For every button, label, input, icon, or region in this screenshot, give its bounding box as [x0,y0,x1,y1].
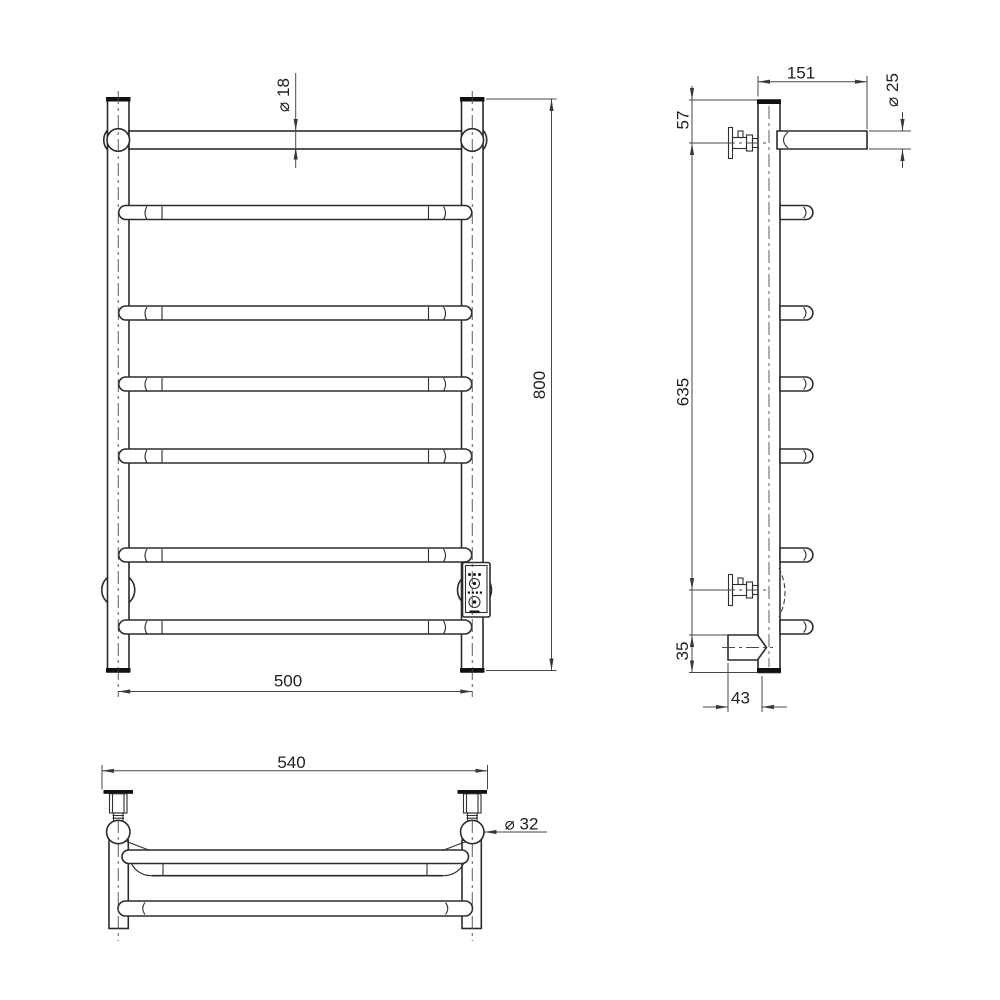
dim-label-upright-diameter: ⌀ 32 [504,814,539,834]
wall-bracket-circles [102,126,492,608]
dim-overall-width [102,753,488,790]
indicator-dot [473,573,476,576]
controller-panel [463,563,491,618]
dim-upright-diameter [485,815,548,835]
rail-1 [119,206,472,220]
side-top-rail [777,131,867,149]
dim-rail-diameter [274,73,298,168]
led-mark [472,592,474,594]
top-rail-plan [118,901,473,916]
rail-bundle-far [132,864,464,876]
dim-overall-height [486,99,557,671]
dim-top-rail-diameter [869,73,911,168]
indicator-dot [478,573,481,576]
side-view [673,64,911,713]
dim-label-overall-height: 800 [530,370,549,400]
dim-label-upright-centres: 500 [273,671,303,691]
dim-label-bracket-centres: 635 [673,377,693,407]
side-rail-stubs [780,206,813,635]
dim-upright-centres [118,672,472,694]
dim-label-cable-box-depth: 43 [731,688,750,708]
rail-2 [119,306,472,320]
plan-centerlines [118,820,472,941]
led-mark [476,592,478,594]
dim-label-overall-width: 540 [277,753,306,772]
dim-label-cable-box-height: 35 [673,641,692,661]
dim-label-top-rail-diameter: ⌀ 25 [883,73,902,107]
front-view [102,73,557,697]
front-centerlines [118,91,472,697]
rail-6 [119,620,472,634]
upright-circles [107,820,484,843]
rail-bundle-near [122,850,469,864]
led-mark [468,592,470,594]
rail-4 [119,449,472,463]
plan-bracket-left [104,790,134,822]
led-mark [480,592,482,594]
tangent-left [127,842,151,851]
rail-5 [119,548,472,562]
rail-3 [119,377,472,391]
dim-label-rail-diameter: ⌀ 18 [274,78,293,112]
ladder-rails [119,206,472,635]
top-view [102,753,547,941]
slot [470,611,480,614]
indicator-dot [468,573,471,576]
dim-label-top-rail-depth: 151 [786,63,816,83]
dim-label-top-to-bracket: 57 [673,110,693,130]
plan-bracket-right [458,790,488,822]
